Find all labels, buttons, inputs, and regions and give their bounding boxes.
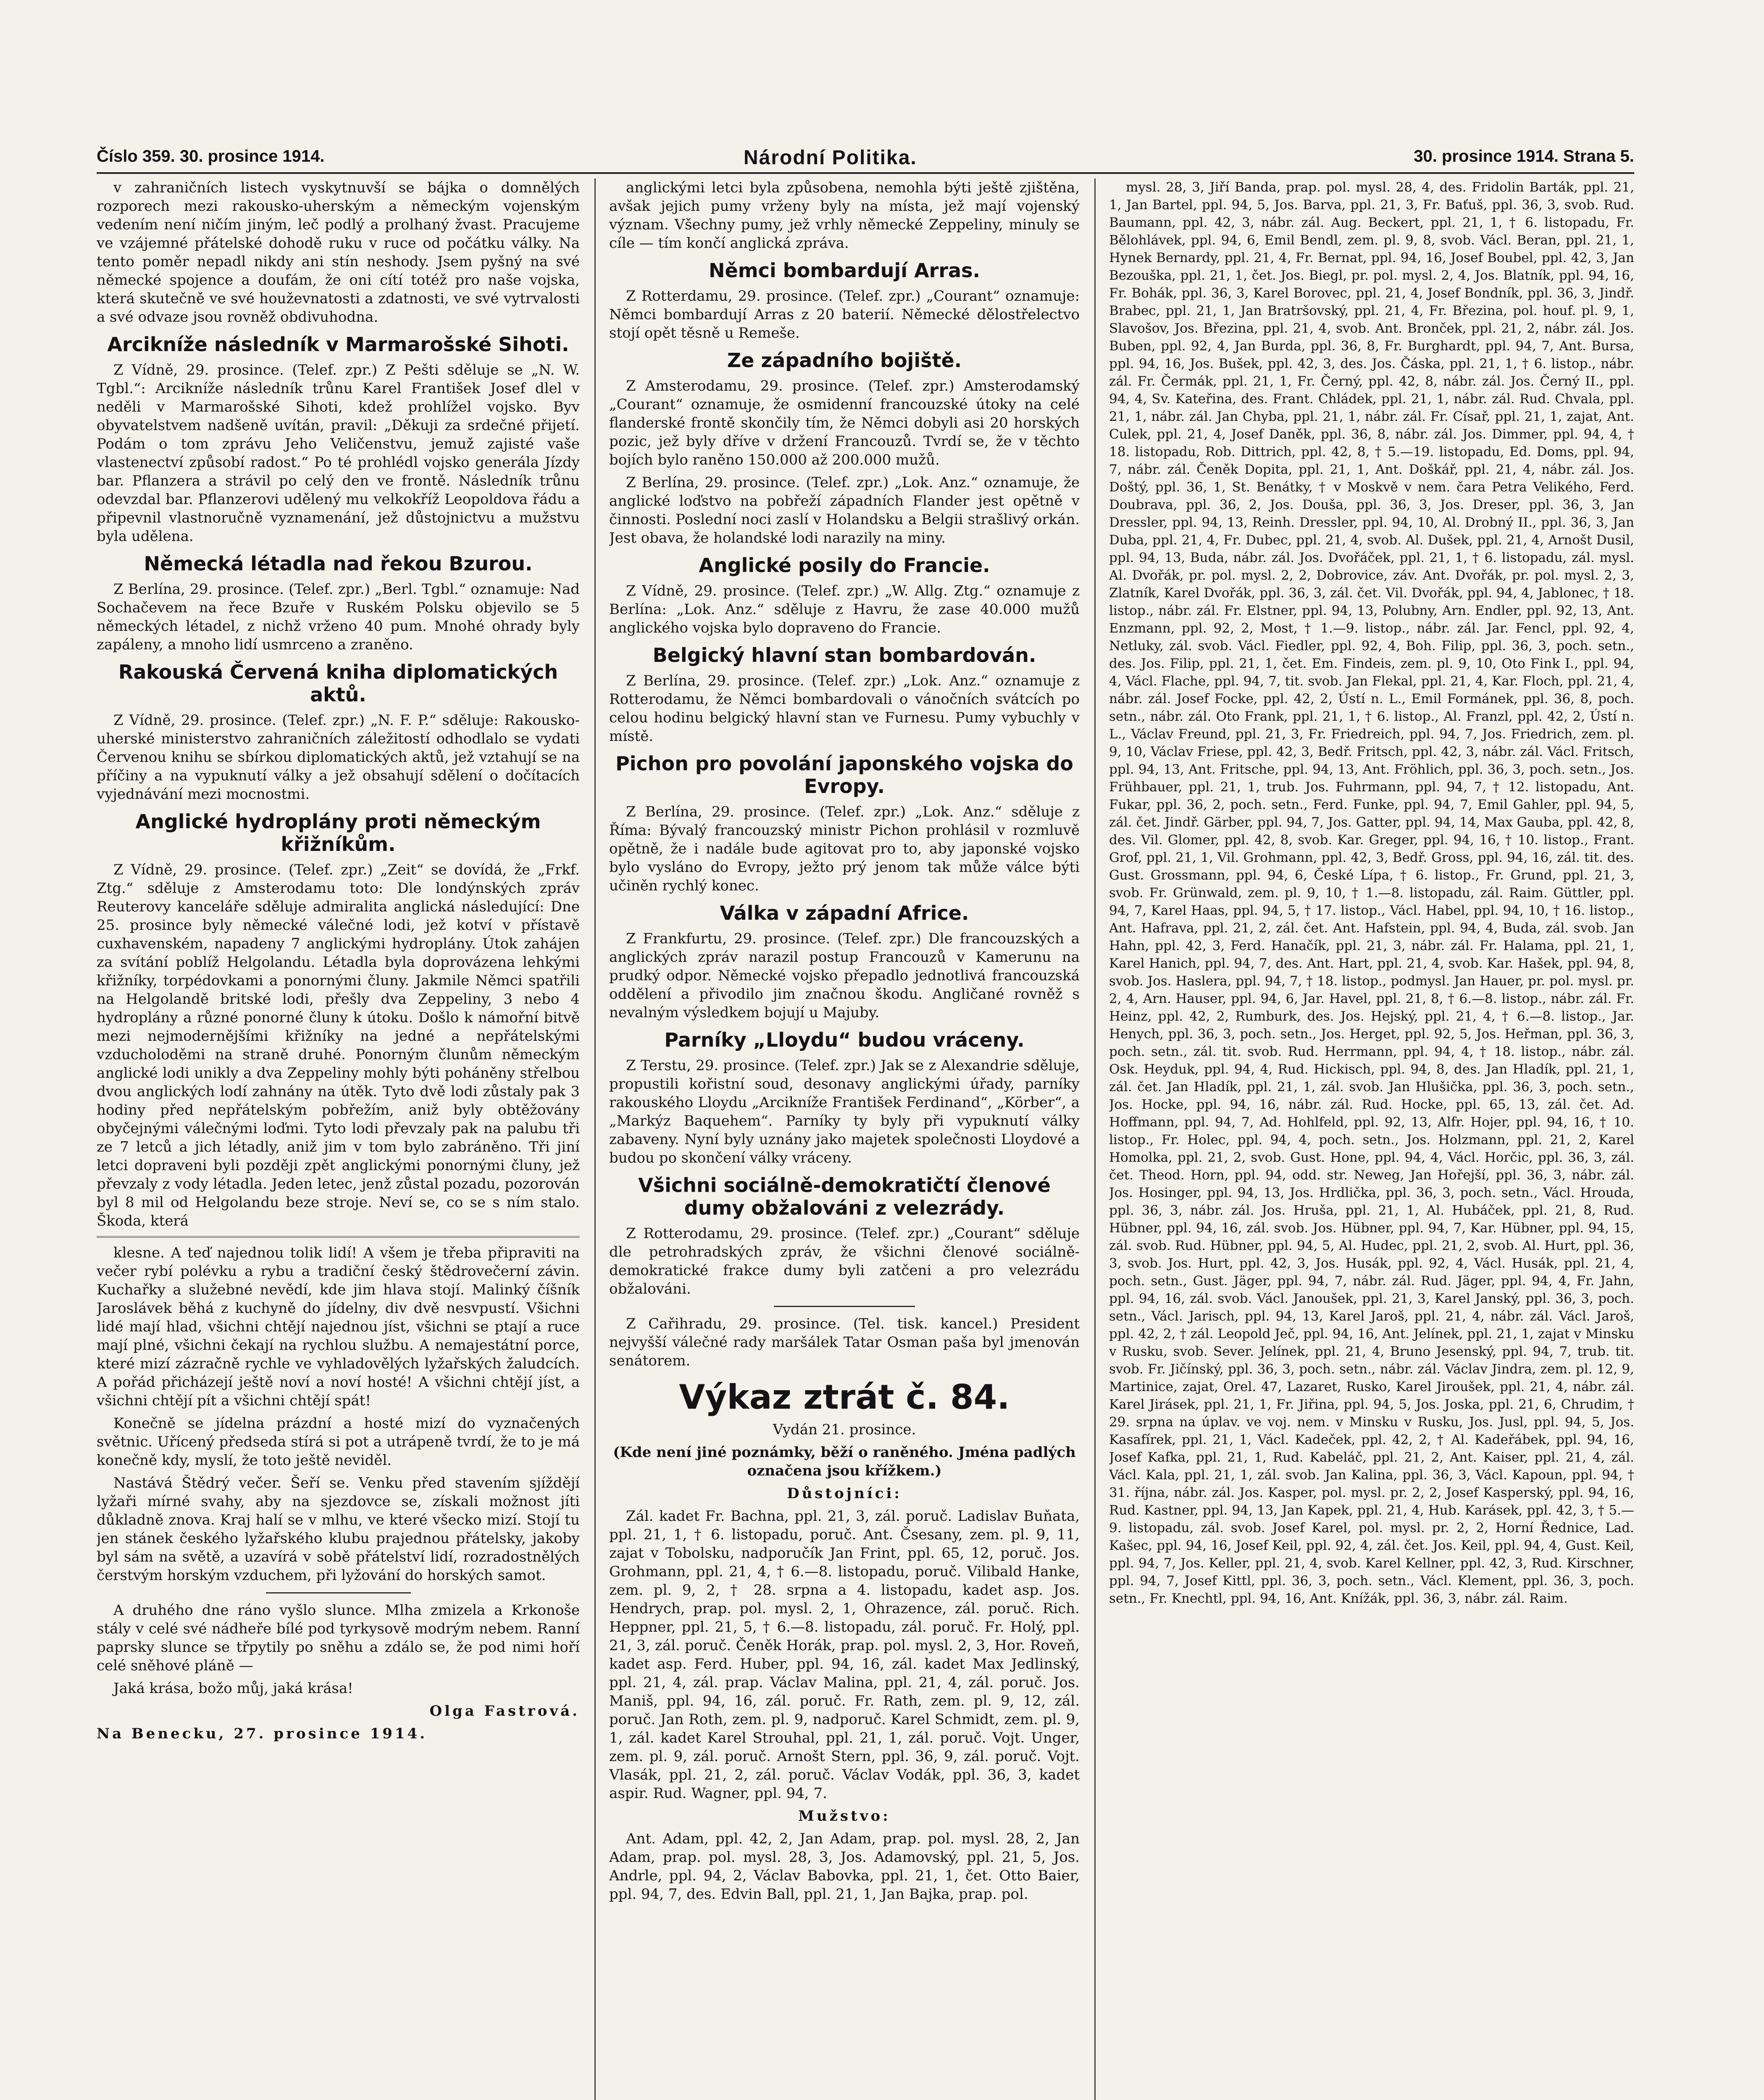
article-text: Z Rotterodamu, 29. prosince. (Telef. zpr.) „Courant“ sděluje dle petrohradských zpráv, že všichni členové sociálně-demokratické frakce dumy byli zatčeni a pro velezrádu obžalováni. [609, 1225, 1080, 1297]
casualty-list-soldiers: Ant. Adam, ppl. 42, 2, Jan Adam, prap. pol. mysl. 28, 2, Jan Adam, prap. pol. mysl. 28, 3, Jos. Adamovský, ppl. 21, 5, Jos. Andrle, ppl. 94, 2, Václav Babovka, ppl. 21, 1, čet. Otto Baier, ppl. 94, 7, des. Edvin Ball, ppl. 21, 1, Jan Bajka, prap. pol. [609, 1830, 1080, 1903]
section-heading-soldiers: Mužstvo: [798, 1808, 891, 1824]
article-continuation: v zahraničních listech vyskytnuvší se bájka o domnělých rozporech mezi rakousko-uherským a německým vojenským vedením není ničím jiným, leč podlý a prolhaný žvast. Pracujeme ve vzájemné přátelské dohodě ruku v ruce od počátku války. Na tento poměr nepadl nikdy ani stín neshody. Jsem pyšný na své německé spojence a doufám, že oni cítí totéž pro naše vojska, která skutečně ve své houževnatosti a zdatnosti, ve své vytrvalosti a své odvaze jsou rovněž obdivuhodna. [97, 179, 580, 326]
column-divider [594, 178, 596, 2100]
newspaper-page [97, 139, 1634, 2100]
casualty-list-title: Výkaz ztrát č. 84. [679, 1378, 1010, 1417]
issued-date: Vydán 21. prosince. [773, 1421, 916, 1438]
headline: Němci bombardují Arras. [709, 259, 980, 282]
headline: Německá létadla nad řekou Bzurou. [144, 552, 533, 575]
article-text: Z Vídně, 29. prosince. (Telef. zpr.) „W. Allg. Ztg.“ oznamuje z Berlína: „Lok. Anz.“ sděluje z Havru, že zase 40.000 mužů anglického vojska bylo dopraveno do Francie. [609, 583, 1080, 636]
headline: Rakouská Červená kniha diplomatických aktů. [118, 661, 558, 706]
headline: Parníky „Lloydu“ budou vráceny. [664, 1029, 1025, 1051]
masthead-title: Národní Politika. [744, 147, 917, 169]
headline: Válka v západní Africe. [720, 902, 969, 924]
issue-number-date: Číslo 359. 30. prosince 1914. [97, 147, 325, 165]
article-text: Z Berlína, 29. prosince. (Telef. zpr.) „Lok. Anz.“ oznamuje, že anglické loďstvo na pobřeží západních Flander jest opětně v činnosti. Poslední noci zaslí v Holandsku a Belgii strašlivý orkán. Jest obava, že holandské lodi narazily na miny. [609, 474, 1080, 546]
column-2 [609, 178, 1080, 2100]
feuilleton-paragraph: Jaká krása, božo můj, jaká krása! [113, 1680, 353, 1697]
headline: Ze západního bojiště. [727, 349, 962, 372]
article-text: Z Rotterdamu, 29. prosince. (Telef. zpr.) „Courant“ oznamuje: Němci bombardují Arras z 20 baterií. Německé dělostřelectvo stojí opět těsně u Remeše. [609, 288, 1080, 341]
article-text: Z Vídně, 29. prosince. (Telef. zpr.) „N. F. P.“ sděluje: Rakousko-uherské ministerstvo zahraničních záležitostí odhodlalo se vydati Červenou knihu se sbírkou diplomatických aktů, jež vztahují se na příčiny a na vypuknutí války a jež obsahují sdělení o dočítacích vyjednávání mezi mocnostmi. [97, 712, 580, 803]
headline: Pichon pro povolání japonského vojska do Evropy. [615, 752, 1073, 798]
list-note: (Kde není jiné poznámky, běží o raněného. Jména padlých označena jsou křížkem.) [613, 1444, 1076, 1479]
article-text: Z Berlína, 29. prosince. (Telef. zpr.) „Lok. Anz.“ sděluje z Říma: Bývalý francouzský ministr Pichon prohlásil v rozmluvě opětně, že i nadále bude agitovat pro to, aby japonské vojsko bylo vysláno do Evropy, ježto prý jenom tak může válce býti učiněn rychlý konec. [609, 803, 1080, 894]
column-1 [97, 178, 580, 2100]
article-text: Z Vídně, 29. prosince. (Telef. zpr.) Z Pešti sděluje se „N. W. Tgbl.“: Arcikníže následník trůnu Karel František Josef dlel v neděli v Marmarošské Sihoti, kdež prohlížel vojsko. Byv obyvatelstvem nadšeně uvítán, pravil: „Děkuji za srdečné přijetí. Podám o tom zprávu Jeho Veličenstvu, jemuž zajisté vaše vlastenectví způsobí radost.“ Po té prohlédl vojsko generála Jízdy bar. Pflanzera a strávil po celý den ve frontě. Následník trůnu odevzdal bar. Pflanzerovi udělený mu velkokříž Leopoldova řádu a připevnil vlastnoručně vyznamenání, jež důstojnictvu a mužstvu byla udělena. [97, 362, 580, 545]
column-divider [1094, 178, 1096, 2100]
headline: Anglické hydroplány proti německým křižníkům. [135, 810, 541, 856]
article-text: Z Vídně, 29. prosince. (Telef. zpr.) „Zeit“ se dovídá, že „Frkf. Ztg.“ sděluje z Amsterodamu toto: Dle londýnských zpráv Reuterovy kanceláře sděluje admiralita anglická následující: Dne 25. prosince byly německé válečné lodi, jež kotví v přístavě cuxhavenském, napadeny 7 anglickými hydroplány. Útok zahájen za svítání poblíž Helgolandu. Létadla byla doprovázena lehkými křižníky, torpédovkami a ponornými čluny. Jakmile Němci spatřili na Helgolandě britské lodi, přešly dva Zeppeliny, 3 nebo 4 hydroplány a různé ponorné čluny k útoku. Došlo k námořní bitvě mezi nejmodernějšími křižníky na jedné a nepřátelskými vzducholoděmi na straně druhé. Ponorným člunům německým anglické lodi unikly a dva Zeppeliny mohly býti poháněny střelbou dvou anglických lodí zahnány na útěk. Tyto dvě lodi zůstaly pak 3 hodiny před nepřátelským pobřežím, aniž byly obtěžovány obyčejnými válečnými loďmi. Tyto lodi převzaly pak na palubu tři ze 7 letců a jich létadly, aniž jim v tom bylo zabráněno. Tři jiní letci dopraveni byli později zpět anglickými ponornými čluny, jež převzaly z vody létadla. Jeden letec, jenž zůstal pozadu, pozorován byl 8 mil od Helgolandu beze stroje. Neví se, co se s ním stalo. Škoda, která [97, 861, 580, 1229]
article-text: Z Frankfurtu, 29. prosince. (Telef. zpr.) Dle francouzských a anglických zpráv narazil postup Francouzů v Kamerunu na prudký odpor. Německé vojsko přepadlo jednotlivá francouzská oddělení a přivodilo jim značnou škodu. Angličané rovněž s nevalným výsledkem bojují u Majuby. [609, 930, 1080, 1021]
place-dateline: Na Benecku, 27. prosince 1914. [97, 1725, 428, 1742]
feuilleton-paragraph: Nastává Štědrý večer. Šeří se. Venku před stavením sjíždějí lyžaři mírné svahy, aby na sjezdovce se, získali možnost jíti důkladně znova. Kraj halí se v mlhu, ve které všecko mizí. Stojí tu jen stánek českého lyžařského klubu prajednou přátelsky, jakoby byl sám na světě, a uzavírá v sobě přátelství lidí, rozradostnělých čerstvým horským vzduchem, při lyžování do horských samot. [97, 1475, 580, 1584]
article-text: Z Amsterodamu, 29. prosince. (Telef. zpr.) Amsterodamský „Courant“ oznamuje, že osmidenní francouzské útoky na celé flanderské frontě skončily tím, že Němci dobyli asi 20 horských pozic, jež byly dříve v držení Francouzů. Tvrdí se, že v těchto bojích bylo raněno 150.000 až 200.000 mužů. [609, 378, 1080, 468]
section-heading-officers: Důstojníci: [787, 1485, 902, 1502]
section-divider [266, 1592, 411, 1593]
article-text: Z Cařihradu, 29. prosince. (Tel. tisk. kancel.) President nejvyšší válečné rady maršálek Tatar Osman paša byl jmenován senátorem. [609, 1315, 1080, 1369]
headline: Všichni sociálně-demokratičtí členové dumy obžalováni z velezrády. [638, 1174, 1051, 1219]
section-divider [774, 1306, 915, 1307]
feuilleton-separator [97, 1236, 580, 1238]
headline: Belgický hlavní stan bombardován. [652, 644, 1036, 667]
casualty-list-continuation: mysl. 28, 3, Jiří Banda, prap. pol. mysl. 28, 4, des. Fridolin Barták, ppl. 21, 1, Jan Bartel, ppl. 94, 5, Jos. Barva, ppl. 21, 3, Fr. Baťuš, ppl. 36, 3, svob. Rud. Baumann, ppl. 42, 3, nábr. zál. Aug. Beckert, ppl. 21, 1, † 6. listopadu, Fr. Bělohlávek, ppl. 94, 6, Emil Bendl, zem. pl. 9, 8, svob. Václ. Beran, ppl. 21, 1, Hynek Bernardy, ppl. 21, 4, Fr. Bernat, ppl. 94, 16, Josef Boubel, ppl. 42, 3, Jan Bezouška, ppl. 21, 1, čet. Jos. Biegl, pr. pol. mysl. 2, 4, Jos. Blatník, ppl. 94, 16, Fr. Bohák, ppl. 36, 3, Karel Borovec, ppl. 21, 4, Josef Bondník, ppl. 36, 3, Jindř. Brabec, ppl. 21, 1, Jan Bratršovský, ppl. 21, 4, Fr. Březina, pol. houf. pl. 9, 1, Slavošov, Jos. Březina, ppl. 21, 4, svob. Ant. Bronček, ppl. 21, 2, nábr. zál. Jos. Buben, ppl. 92, 4, Jan Burda, ppl. 36, 8, Fr. Burghardt, ppl. 94, 7, Ant. Bursa, ppl. 94, 16, Jos. Bušek, ppl. 42, 3, des. Jos. Čáska, ppl. 21, 1, † 6. listop., nábr. zál. Fr. Čermák, ppl. 21, 1, Fr. Černý, ppl. 42, 8, nábr. zál. Jos. Černý II., ppl. 94, 4, Sv. Kateřina, des. Frant. Chládek, ppl. 21, 1, nábr. zál. Rud. Chvala, ppl. 21, 1, nábr. zál. Jan Chyba, ppl. 21, 1, nábr. zál. Fr. Císař, ppl. 21, 1, zajat, Ant. Culek, ppl. 21, 4, Josef Daněk, ppl. 36, 8, nábr. zál. Jos. Dimmer, ppl. 94, 4, † 18. listopadu, Rob. Dittrich, ppl. 42, 8, † 5.—19. listopadu, Ed. Doms, ppl. 94, 7, nábr. zál. Čeněk Dopita, ppl. 21, 1, Ant. Doškář, ppl. 21, 4, nábr. zál. Jos. Doštý, ppl. 36, 1, St. Benátky, † v Moskvě v nem. čara Petra Velikého, Ferd. Doubrava, ppl. 36, 2, Jos. Douša, ppl. 36, 3, Jos. Dreser, ppl. 36, 3, Jan Dressler, ppl. 94, 13, Reinh. Dressler, ppl. 94, 10, Al. Drobný II., ppl. 36, 3, Jan Duba, ppl. 21, 4, Fr. Dubec, ppl. 21, 4, svob. Al. Dušek, ppl. 21, 4, Arnošt Dusil, ppl. 94, 13, Buda, nábr. zál. Jos. Dvořáček, ppl. 21, 1, † 6. listopadu, zál. mysl. Al. Dvořák, pr. pol. mysl. 2, 2, Dobrovice, záv. Ant. Dvořák, pr. pol. mysl. 2, 3, Zlatník, Karel Dvořák, ppl. 36, 3, zál. čet. Vil. Dvořák, ppl. 94, 4, Jablonec, † 18. listop., nábr. zál. Fr. Elstner, ppl. 94, 13, Polubny, Arn. Endler, ppl. 92, 13, Ant. Enzmann, ppl. 92, 2, Most, † 1.—9. listop., nábr. zál. Jar. Fencl, ppl. 92, 4, Netluky, zál. svob. Václ. Fiedler, ppl. 92, 4, Boh. Filip, ppl. 36, 3, poch. setn., des. Jos. Filip, ppl. 21, 1, čet. Em. Findeis, zem. pl. 9, 10, Oto Fink I., ppl. 94, 4, Václ. Flache, ppl. 94, 7, tit. svob. Jan Flekal, ppl. 21, 4, Kar. Floch, ppl. 21, 4, nábr. zál. Josef Focke, ppl. 42, 2, Ústí n. L., Emil Formánek, ppl. 36, 8, poch. setn., nábr. zál. Oto Frank, ppl. 21, 1, † 6. listop., Al. Franzl, ppl. 42, 2, Ústí n. L., Václav Freund, ppl. 21, 3, Fr. Friedreich, ppl. 94, 7, Jos. Friedrich, zem. pl. 9, 10, Václav Friese, ppl. 42, 3, Bedř. Fritsch, ppl. 42, 3, nábr. zál. Václ. Fritsch, ppl. 94, 13, Ant. Fritsche, ppl. 94, 13, Ant. Fröhlich, ppl. 36, 3, poch. setn., Jos. Frühbauer, ppl. 21, 1, trub. Jos. Fuhrmann, ppl. 94, 7, † 12. listopadu, Ant. Fukar, ppl. 36, 2, poch. setn., Ferd. Funke, ppl. 94, 7, Emil Gahler, ppl. 94, 5, zál. čet. Jindř. Gärber, ppl. 94, 7, Jos. Gatter, ppl. 94, 14, Max Gauba, ppl. 42, 8, des. Vil. Glomer, ppl. 42, 8, svob. Kar. Greger, ppl. 94, 16, † 10. listop., Frant. Grof, ppl. 21, 1, Vil. Grohmann, ppl. 42, 3, Bedř. Gross, ppl. 94, 16, zál. tit. des. Gust. Grossmann, ppl. 94, 6, České Lípa, † 6. listop., Fr. Grund, ppl. 21, 3, svob. Fr. Grünwald, zem. pl. 9, 10, † 1.—8. listopadu, zál. Raim. Güttler, ppl. 94, 7, Karel Haas, ppl. 94, 5, † 17. listop., Václ. Habel, ppl. 94, 10, † 16. listop., Ant. Hafrava, ppl. 21, 2, zál. čet. Ant. Hafstein, ppl. 94, 4, Buda, zál. svob. Jan Hahn, ppl. 42, 3, Ferd. Hanačík, ppl. 21, 3, nábr. zál. Fr. Halama, ppl. 21, 1, Karel Hanich, ppl. 94, 7, des. Ant. Hart, ppl. 21, 4, svob. Kar. Hašek, ppl. 94, 8, svob. Jos. Haslera, ppl. 94, 7, † 18. listop., podmysl. Jan Hauer, pr. pol. mysl. pr. 2, 4, Arn. Hauser, ppl. 94, 6, Jar. Havel, ppl. 21, 8, † 6.—8. listop., nábr. zál. Fr. Heinz, ppl. 42, 2, Rumburk, des. Jos. Hejský, ppl. 21, 4, † 6.—8. listop., Jar. Henych, ppl. 36, 3, poch. setn., Jos. Herget, ppl. 92, 5, Jos. Heřman, ppl. 36, 3, poch. setn., zál. tit. svob. Rud. Herrmann, ppl. 94, 4, † 18. listop., nábr. zál. Osk. Heyduk, ppl. 94, 4, Rud. Hickisch, ppl. 94, 8, des. Jan Hladík, ppl. 21, 1, zál. čet. Jan Hladík, ppl. 21, 1, zál. svob. Jan Hlušička, ppl. 36, 3, poch. setn., Jos. Hocke, ppl. 94, 16, nábr. zál. Rud. Hocke, ppl. 65, 13, zál. čet. Ad. Hoffmann, ppl. 94, 7, Ad. Hohlfeld, ppl. 92, 13, Alfr. Hojer, ppl. 94, 16, † 10. listop., Fr. Holec, ppl. 94, 4, poch. setn., Jos. Holzmann, ppl. 21, 2, Karel Homolka, ppl. 21, 2, svob. Gust. Hone, ppl. 94, 4, Václ. Horčic, ppl. 36, 3, zál. čet. Theod. Horn, ppl. 94, odd. str. Neweg, Jan Hořejší, ppl. 36, 3, nábr. zál. Jos. Hosinger, ppl. 94, 13, Jos. Hrdlička, ppl. 36, 3, poch. setn., Václ. Hrouda, ppl. 36, 3, nábr. zál. Jos. Hruša, ppl. 21, 1, Al. Hubáček, ppl. 21, 8, Rud. Hübner, ppl. 94, 16, zál. svob. Jos. Hübner, ppl. 94, 7, Kar. Hübner, ppl. 94, 15, zál. svob. Rud. Hübner, ppl. 94, 5, Al. Hudec, ppl. 21, 2, svob. Al. Hurt, ppl. 36, 3, svob. Jos. Hurt, ppl. 42, 3, Jos. Husák, ppl. 92, 4, Václ. Husák, ppl. 21, 4, poch. setn., Gust. Jäger, ppl. 94, 7, nábr. zál. Rud. Jäger, ppl. 94, 4, Fr. Jahn, ppl. 94, 16, zál. svob. Václ. Janoušek, ppl. 21, 3, Karel Janský, ppl. 36, 3, poch. setn., Václ. Jarisch, ppl. 94, 13, Karel Jaroš, ppl. 21, 4, nábr. zál. Václ. Jaroš, ppl. 42, 2, † zál. Leopold Ječ, ppl. 94, 16, Ant. Jelínek, ppl. 21, 1, zajat v Minsku v Rusku, svob. Sever. Jelínek, ppl. 21, 4, Bruno Jesenský, ppl. 94, 7, trub. tit. svob. Fr. Jičínský, ppl. 36, 3, poch. setn., nábr. zál. Václav Jindra, zem. pl. 12, 9, Martinice, zajat, Orel. 47, Lazaret, Rusko, Karel Jiroušek, ppl. 21, 4, nábr. zál. Karel Jirásek, ppl. 21, 1, Fr. Jiřina, ppl. 94, 5, Jos. Joska, ppl. 21, 6, Chrudim, † 29. srpna na úplav. ve voj. nem. v Minsku v Rusku, Jos. Jusl, ppl. 94, 5, Jos. Kasafírek, ppl. 21, 1, Václ. Kadeček, ppl. 42, 2, † Al. Kadeřábek, ppl. 94, 16, Josef Kafka, ppl. 21, 1, Rud. Kabeláč, ppl. 21, 2, Ant. Kaiser, ppl. 21, 4, zál. Václ. Kala, ppl. 21, 1, zál. svob. Jan Kalina, ppl. 36, 3, Václ. Kapoun, ppl. 94, † 31. října, nábr. zál. Jos. Kasper, pol. mysl. pr. 2, 2, Josef Kasperský, ppl. 94, 16, Rud. Kastner, ppl. 94, 13, Jan Kapek, ppl. 21, 4, Hub. Karásek, ppl. 42, 3, † 5.—9. listopadu, zál. svob. Josef Karel, pol. mysl. pr. 2, 2, Horní Řednice, Lad. Kašec, ppl. 94, 16, Josef Keil, ppl. 92, 4, zál. čet. Jos. Keil, ppl. 94, 4, Gust. Keil, ppl. 94, 7, Jos. Keller, ppl. 21, 4, svob. Karel Kellner, ppl. 42, 3, Rud. Kirschner, ppl. 94, 7, Josef Kittl, ppl. 36, 3, poch. setn., Václ. Klement, ppl. 36, 3, poch. setn., Fr. Knechtl, ppl. 94, 16, Ant. Knížák, ppl. 36, 3, nábr. zál. Raim. [1109, 180, 1634, 1606]
article-continuation: anglickými letci byla způsobena, nemohla býti ještě zjištěna, avšak jejich pumy vrženy byly na místa, jež mají vojenský význam. Všechny pumy, jež vrhly německé Zeppeliny, minuly se cíle — tím končí anglická zpráva. [609, 179, 1080, 252]
headline: Arcikníže následník v Marmarošské Sihoti. [107, 333, 569, 356]
header-rule [97, 172, 1634, 174]
column-3 [1109, 178, 1634, 2100]
article-text: Z Terstu, 29. prosince. (Telef. zpr.) Jak se z Alexandrie sděluje, propustili kořistní soud, desonavy anglickými úřady, parníky rakouského Lloydu „Arcikníže František Ferdinand“, „Körber“, a „Markýz Baquehem“. Parníky ty byly při vypuknutí války zabaveny. Nyní byly uznány jako majetek společnosti Lloydové a budou po skončení války vráceny. [609, 1057, 1080, 1166]
headline: Anglické posily do Francie. [699, 554, 990, 577]
author-signature: Olga Fastrová. [429, 1703, 580, 1719]
feuilleton-paragraph: Konečně se jídelna prázdní a hosté mizí do vyznačených světnic. Uřícený předseda stírá si pot a utrápeně tvrdí, že to je má konečně kdy, myslí, že toto ještě neviděl. [97, 1415, 580, 1469]
casualty-list-officers: Zál. kadet Fr. Bachna, ppl. 21, 3, zál. poruč. Ladislav Buňata, ppl. 21, 1, † 6. listopadu, poruč. Ant. Čsesany, zem. pl. 9, 11, zajat v Tobolsku, nadporučík Jan Frint, ppl. 65, 12, poruč. Jos. Grohmann, ppl. 21, 4, † 6.—8. listopadu, poruč. Vilibald Hanke, zem. pl. 9, 2, † 28. srpna a 4. listopadu, kadet asp. Jos. Hendrych, prap. pol. mysl. 2, 1, Ohrazence, zál. poruč. Rich. Heppner, ppl. 21, 5, † 6.—8. listopadu, zál. poruč. Fr. Holý, ppl. 21, 3, zál. poruč. Čeněk Horák, prap. pol. mysl. 2, 3, Hor. Roveň, kadet asp. Ferd. Huber, ppl. 94, 16, zál. kadet Max Jedlinský, ppl. 21, 4, zál. prap. Václav Malina, ppl. 21, 4, zál. poruč. Jos. Maniš, ppl. 94, 16, zál. poruč. Fr. Rath, zem. pl. 9, 12, zál. poruč. Jan Roth, zem. pl. 9, nadporuč. Karel Schmidt, zem. pl. 9, 1, zál. kadet Karel Strouhal, ppl. 21, 1, zál. poruč. Vojt. Unger, zem. pl. 9, zál. poruč. Arnošt Stern, ppl. 36, 9, zál. poruč. Vojt. Vlasák, ppl. 21, 2, zál. poruč. Václav Vodák, ppl. 36, 3, kadet aspir. Rud. Wagner, ppl. 94, 7. [609, 1508, 1080, 1802]
feuilleton-paragraph: klesne. A teď najednou tolik lidí! A všem je třeba připraviti na večer rybí polévku a rybu a tradiční český štědrovečerní závin. Kuchařky a služebné nevědí, kde jim hlava stojí. Malinký číšník Jaroslávek běhá z kuchyně do jídelny, div dvě nesvpustí. Všichni lidé mají hlad, všichni chtějí najednou jíst, všichni se ptají a ruce mají plné, všichni čekají na rychlou službu. A nemajestátní porce, které mizí zázračně rychle ve vyhladovělých lyžařských žaludcích. A pořád přicházejí ještě noví a noví hosté! A všichni chtějí jíst, a všichni chtějí pít a všichni chtějí spát! [97, 1244, 580, 1409]
page-date-number: 30. prosince 1914. Strana 5. [1414, 147, 1634, 165]
article-text: Z Berlína, 29. prosince. (Telef. zpr.) „Lok. Anz.“ oznamuje z Rotterodamu, že Němci bombardovali o vánočních svátcích po celou hodinu belgický hlavní stan ve Furnesu. Pumy vybuchly v místě. [609, 672, 1080, 745]
article-text: Z Berlína, 29. prosince. (Telef. zpr.) „Berl. Tgbl.“ oznamuje: Nad Sochačevem na řece Bzuře v Ruském Polsku objevilo se 5 německých létadel, z nichž vrženo 40 pum. Mnohé ohrady byly zapáleny, a mnoho lidí usmrceno a zraněno. [97, 581, 580, 653]
feuilleton-paragraph: A druhého dne ráno vyšlo slunce. Mlha zmizela a Krkonoše stály v celé své nádheře bílé pod tyrkysově modrým nebem. Ranní paprsky slunce se třpytily po sněhu a zdálo se, že pod nimi hoří celé sněhové pláně — [97, 1602, 580, 1674]
page-header [97, 139, 1634, 172]
